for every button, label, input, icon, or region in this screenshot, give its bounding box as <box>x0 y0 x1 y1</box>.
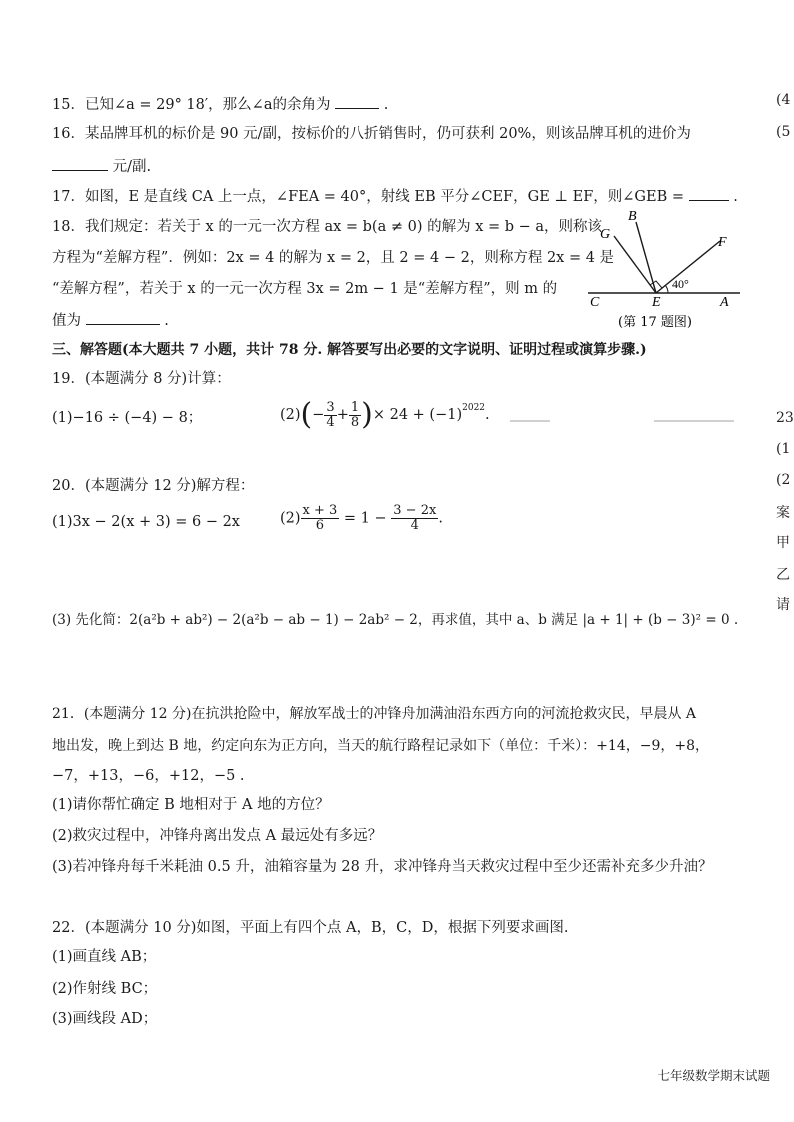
question-15 <box>52 94 388 115</box>
q18-answer-blank[interactable] <box>86 310 160 325</box>
figure-caption: (第 17 题图) <box>618 315 692 330</box>
scan-dash-1 <box>510 420 550 422</box>
page-footer: 七年级数学期末试题 <box>657 1068 770 1083</box>
question-22-title: 22．(本题满分 10 分)如图，平面上有四个点 A，B，C，D，根据下列要求画图. <box>52 920 569 936</box>
question-18-line3: “差解方程”，若关于 x 的一元一次方程 3x = 2m − 1 是“差解方程”，则 m 的 <box>52 281 558 297</box>
edge-fragment-6: 案 <box>776 505 790 521</box>
edge-fragment-2: (5 <box>776 124 791 140</box>
angle-arc <box>665 285 668 293</box>
edge-fragment-7: 甲 <box>776 535 790 551</box>
question-18-line2: 方程为“差解方程”．例如：2x = 4 的解为 x = 2，且 2 = 4 − 2，则称方程 2x = 4 是 <box>52 250 615 266</box>
q17-text: 17．如图，E 是直线 CA 上一点，∠FEA = 40°，射线 EB 平分∠CEF，GE ⊥ EF，则∠GEB = <box>52 189 685 205</box>
q18-label: 值为 <box>52 313 81 329</box>
q20-p2-prefix: (2) <box>280 510 301 527</box>
question-21-line3: −7，+13，−6，+12，−5 . <box>52 768 245 784</box>
q22-part3: (3)画线段 AD； <box>52 1011 158 1027</box>
figure-17 <box>584 206 754 334</box>
scan-dash-2 <box>654 420 734 422</box>
q20-p2-end: . <box>438 510 443 527</box>
q18-end: . <box>164 313 169 329</box>
fraction-3-2x-4: $\frac{3 - 2x}{4}$ <box>393 503 437 533</box>
fraction-3-4: $\frac{3}{4}$ <box>326 399 335 430</box>
ray-eb <box>636 222 656 293</box>
q19-p2-exponent: 2022 <box>462 403 486 413</box>
q17-end: . <box>733 189 738 205</box>
q21-part1: (1)请你帮忙确定 B 地相对于 A 地的方位？ <box>52 797 330 813</box>
q21-part3: (3)若冲锋舟每千米耗油 0.5 升，油箱容量为 28 升，求冲锋舟当天救灾过程中至少还需补充多少升油？ <box>52 859 713 875</box>
edge-fragment-8: 乙 <box>776 567 790 583</box>
label-c: C <box>590 295 600 310</box>
question-21-line2: 地出发，晚上到达 B 地，约定向东为正方向，当天的航行路程记录如下（单位：千米）：+14，−9，+8， <box>52 738 710 754</box>
q16-answer-blank[interactable] <box>52 156 108 171</box>
label-a: A <box>720 295 729 310</box>
q15-text: 15．已知∠a = 29° 18′，那么∠a的余角为 <box>52 97 331 113</box>
question-16-line1: 16．某品牌耳机的标价是 90 元/副，按标价的八折销售时，仍可获利 20%，则该品牌耳机的进价为 <box>52 126 691 142</box>
q19-p2-mid: × 24 + (−1) <box>372 407 463 423</box>
question-16-line2 <box>52 156 151 177</box>
ray-eg <box>614 236 656 293</box>
fraction-x3-6: $\frac{x + 3}{6}$ <box>302 503 338 533</box>
q19-part2: (2)(− $\frac{3}{4}$ + $\frac{1}{8}$ )× $24 + (-1)^{2022}$. <box>280 397 490 432</box>
label-f: F <box>718 235 727 250</box>
question-20-title: 20．(本题满分 12 分)解方程： <box>52 478 255 494</box>
label-angle: 40° <box>672 277 689 291</box>
edge-fragment-3: 23 <box>776 410 794 426</box>
label-g: G <box>600 227 611 242</box>
q20-p2-mid: = 1 − <box>343 510 387 527</box>
q19-p2-end: . <box>485 407 490 423</box>
fraction-1-8: $\frac{1}{8}$ <box>350 399 360 430</box>
question-17 <box>52 186 738 207</box>
q15-answer-blank[interactable] <box>335 94 379 109</box>
section-3-heading: 三、解答题(本大题共 7 小题，共计 78 分. 解答要写出必要的文字说明、证明过程或演算步骤.) <box>52 342 647 358</box>
edge-fragment-1: (4 <box>776 92 791 108</box>
edge-fragment-4: (1 <box>776 441 791 457</box>
edge-fragment-5: (2 <box>776 472 791 488</box>
question-18-line1: 18．我们规定：若关于 x 的一元一次方程 ax = b(a ≠ 0) 的解为 x = b − a，则称该 <box>52 219 603 235</box>
q16-unit: 元/副. <box>112 159 152 175</box>
label-e: E <box>652 295 661 310</box>
question-18-line4 <box>52 310 169 331</box>
question-21-line1: 21．(本题满分 12 分)在抗洪抢险中，解放军战士的冲锋舟加满油沿东西方向的河流抢救灾民，早晨从 A <box>52 706 697 722</box>
question-19-title: 19．(本题满分 8 分)计算： <box>52 371 231 387</box>
q22-part1: (1)画直线 AB； <box>52 949 157 965</box>
q20-part3: (3) 先化简：2(a²b + ab²) − 2(a²b − ab − 1) − 2ab² − 2，再求值，其中 a、b 满足 |a + 1| + (b − 3)² = 0 . <box>52 612 739 628</box>
q20-part2 <box>280 504 443 533</box>
q15-end: . <box>383 97 389 113</box>
q17-answer-blank[interactable] <box>689 186 729 201</box>
q19-part1: (1)−16 ÷ (−4) − 8； <box>52 410 203 426</box>
q22-part2: (2)作射线 BC； <box>52 981 158 997</box>
edge-fragment-9: 请 <box>776 597 790 613</box>
q20-part1: (1)3x − 2(x + 3) = 6 − 2x <box>52 514 240 530</box>
label-b: B <box>628 209 637 224</box>
q21-part2: (2)救灾过程中，冲锋舟离出发点 A 最远处有多远？ <box>52 828 383 844</box>
q19-p2-prefix: (2) <box>280 407 301 423</box>
